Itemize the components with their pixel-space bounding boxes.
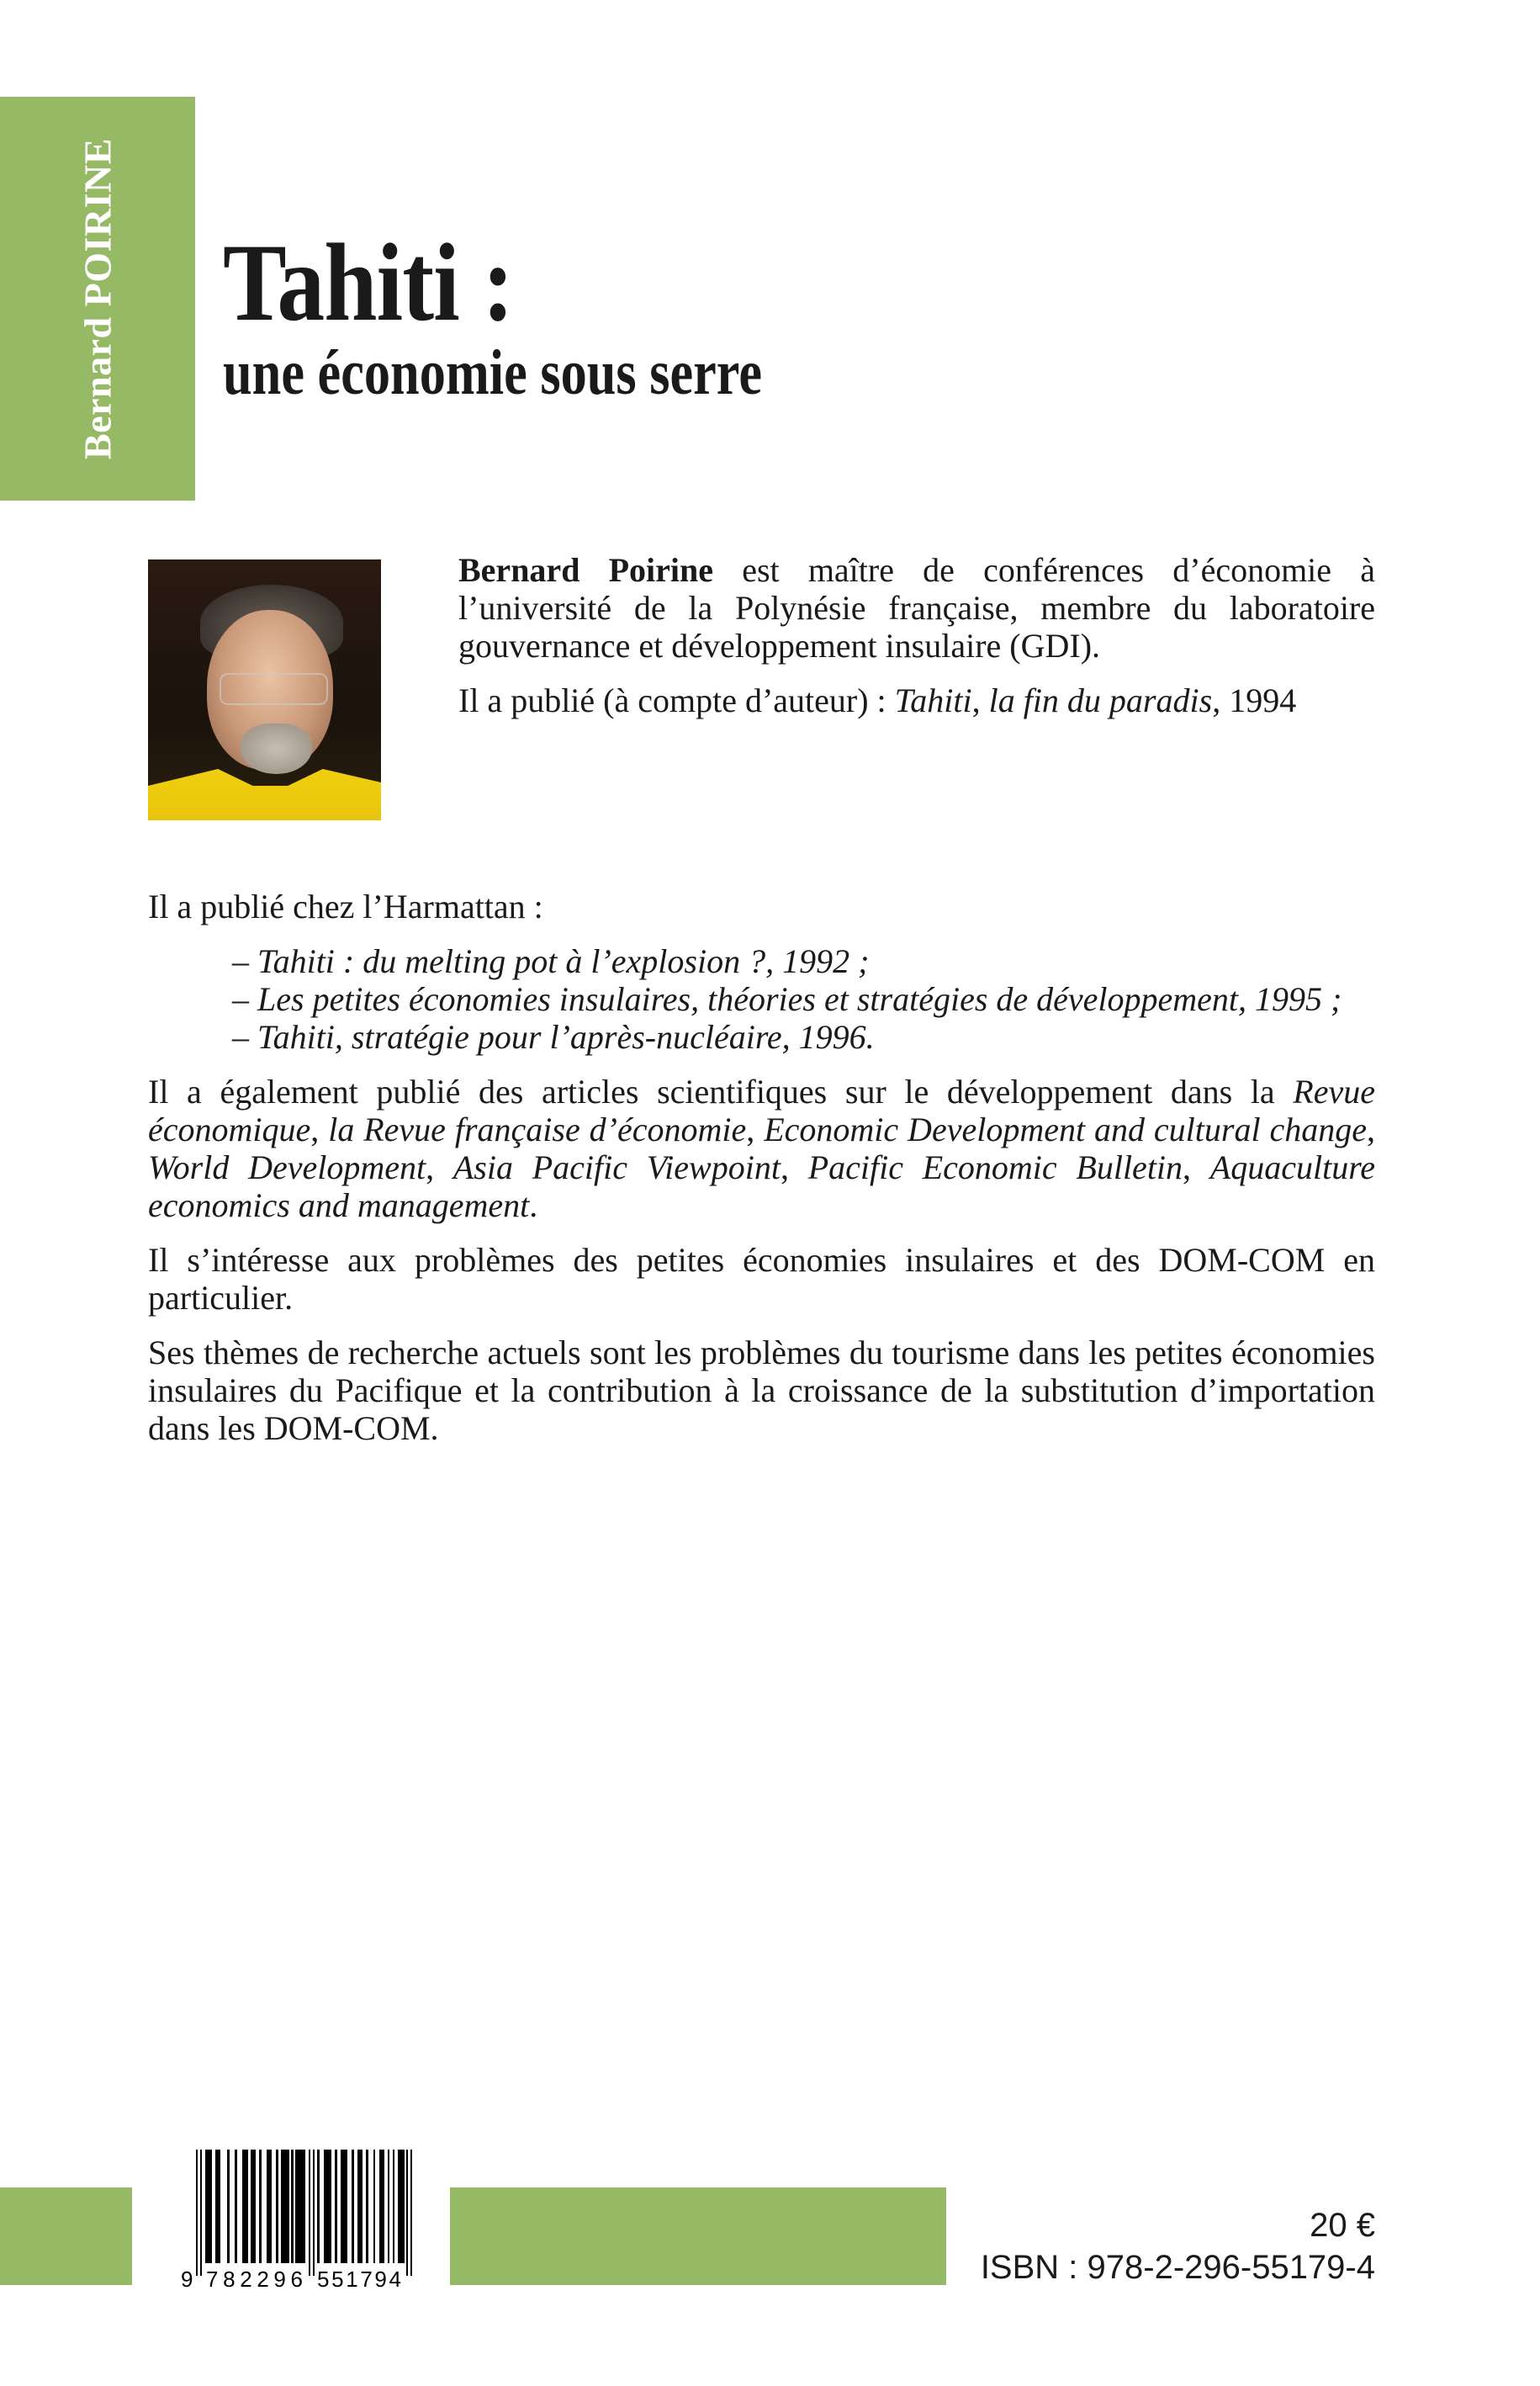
separator: , <box>1367 1111 1376 1148</box>
list-dash: – <box>232 980 257 1018</box>
barcode-icon <box>181 2145 412 2288</box>
journal-name: Pacific Economic Bulletin <box>807 1148 1183 1186</box>
separator: , <box>310 1111 329 1148</box>
barcode-digit-first: 9 <box>181 2267 193 2288</box>
bio-intro <box>458 551 1375 665</box>
journal-name: la Revue française d’économie <box>328 1111 747 1148</box>
author-bio <box>458 551 1375 736</box>
spine-author-block <box>0 97 195 501</box>
bio-intro-text: est maître de conférences d’économie à l’université de la Polynésie française, membre du laboratoire gouvernance et développement insulaire (GDI). <box>458 551 1375 665</box>
self-published-sep: , <box>971 681 989 719</box>
research-paragraph: Ses thèmes de recherche actuels sont les problèmes du tourisme dans les petites économies insulaires du Pacifique et la contribution à la croissance de la substitution d’importation dans les DOM-COM. <box>148 1334 1375 1447</box>
photo-beard <box>241 724 312 774</box>
journal-name: Revue économique <box>148 1073 1375 1148</box>
publication-item <box>232 942 1375 980</box>
barcode-digits-left: 782296 <box>206 2267 303 2288</box>
main-text <box>148 888 1375 1464</box>
photo-glasses <box>220 673 328 705</box>
publication-list <box>148 942 1375 1056</box>
publication-title: Tahiti : du melting pot à l’explosion ?, 1992 ; <box>257 942 870 980</box>
harmattan-heading: Il a publié chez l’Harmattan : <box>148 888 543 925</box>
list-dash: – <box>232 942 257 980</box>
self-published-year: , 1994 <box>1212 681 1297 719</box>
publication-item <box>232 1018 1375 1056</box>
bio-author-name: Bernard Poirine <box>458 551 714 589</box>
interests-paragraph: Il s’intéresse aux problèmes des petites économies insulaires et des DOM-COM en particulier. <box>148 1241 1375 1317</box>
footer-green-bar-middle <box>450 2187 946 2285</box>
author-photo <box>148 559 381 820</box>
journal-name: Economic Development and cultural change <box>764 1111 1368 1148</box>
price-label: 20 € <box>1310 2207 1375 2244</box>
self-published-title-2: la fin du paradis <box>988 681 1213 719</box>
self-published-title-1: Tahiti <box>894 681 972 719</box>
self-published-prefix: Il a publié (à compte d’auteur) : <box>458 681 895 719</box>
journal-name: Asia Pacific Viewpoint <box>452 1148 781 1186</box>
book-subtitle: une économie sous serre <box>223 337 763 408</box>
separator: , <box>426 1148 453 1186</box>
separator: . <box>529 1186 538 1224</box>
publication-title: Tahiti, stratégie pour l’après-nucléaire, 1996. <box>257 1018 875 1056</box>
list-dash: – <box>232 1018 257 1056</box>
spine-author-name: Bernard POIRINE <box>76 138 119 459</box>
photo-shirt <box>148 766 381 820</box>
separator: , <box>746 1111 765 1148</box>
separator: , <box>780 1148 808 1186</box>
journal-name: Aquaculture economics and management <box>148 1148 1376 1224</box>
journal-name: World Development <box>148 1148 426 1186</box>
articles-prefix: Il a également publié des articles scientifiques sur le développement dans la <box>148 1073 1294 1111</box>
isbn-label: ISBN : 978-2-296-55179-4 <box>980 2249 1375 2286</box>
articles-paragraph <box>148 1073 1375 1224</box>
book-title: Tahiti : <box>223 220 514 344</box>
publication-title: Les petites économies insulaires, théories et stratégies de développement, 1995 ; <box>257 980 1342 1018</box>
bio-self-published <box>458 681 1375 719</box>
barcode-digits-right: 551794 <box>317 2267 401 2288</box>
separator: , <box>1183 1148 1210 1186</box>
publication-item <box>232 980 1375 1018</box>
footer-green-bar-left <box>0 2187 132 2285</box>
